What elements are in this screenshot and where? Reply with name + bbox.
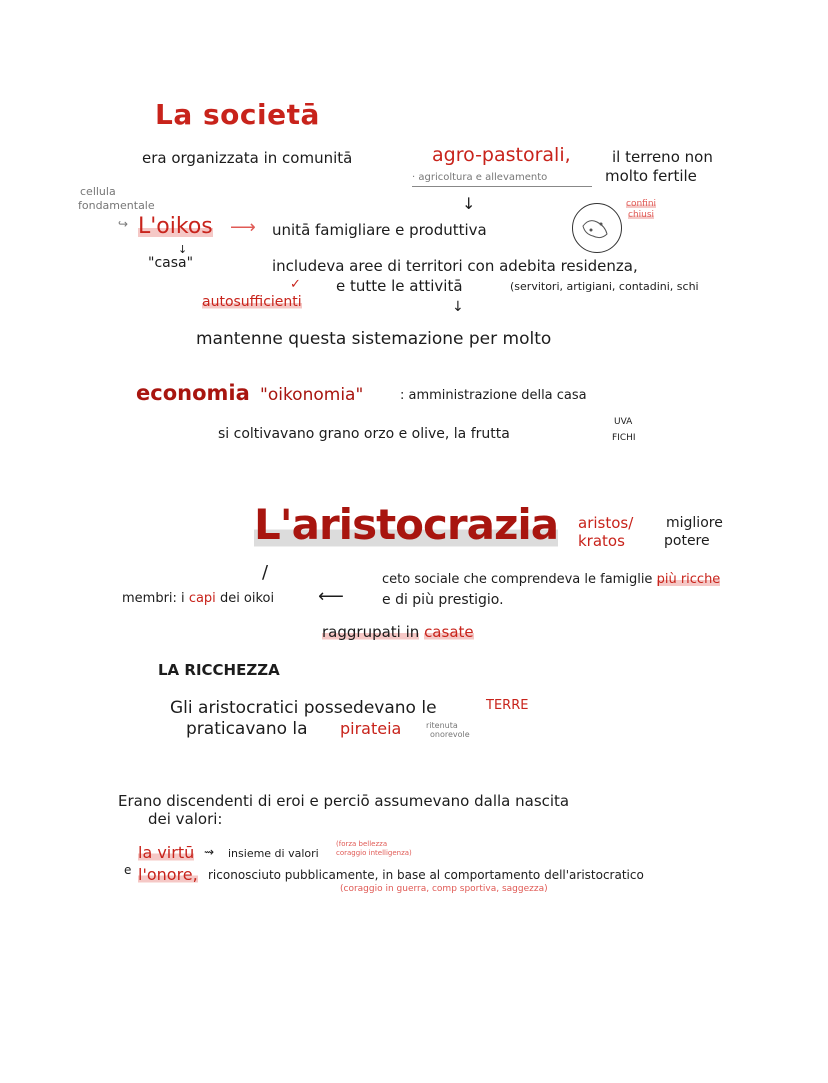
onore-label bbox=[138, 866, 198, 884]
autosufficienti-text: autosufficienti bbox=[202, 294, 302, 310]
terreno-non: il terreno non bbox=[612, 148, 713, 166]
onore-e: e bbox=[124, 863, 132, 877]
eroi-line1: Erano discendenti di eroi e perciō assumevano dalla nascita bbox=[118, 792, 570, 810]
chiusi-label bbox=[628, 211, 654, 221]
ricchezza-heading: LA RICCHEZZA bbox=[158, 661, 280, 679]
virtu-note2: coraggio intelligenza) bbox=[336, 849, 412, 857]
aristocrazia-title bbox=[254, 502, 558, 548]
unita-famigliare: unitā famigliare e produttiva bbox=[272, 221, 487, 239]
piu-ricche: più ricche bbox=[656, 572, 721, 587]
virtu-label bbox=[138, 844, 194, 862]
pirateria-label: pirateia bbox=[340, 719, 402, 738]
onore-text-line: riconosciuto pubblicamente, in base al comportamento dell'aristocratico bbox=[208, 868, 644, 882]
onore-text: l'onore, bbox=[138, 865, 198, 884]
onore-note: (coraggio in guerra, comp sportiva, saggezza) bbox=[340, 884, 548, 894]
confini-label bbox=[626, 200, 656, 210]
agro-pastorali: agro-pastorali, bbox=[432, 144, 571, 166]
right-arrow-icon: ⟶ bbox=[230, 217, 256, 238]
includeva-line2: e tutte le attivitā bbox=[336, 277, 463, 295]
ritenuta-label: ritenuta bbox=[426, 721, 458, 730]
oikos-label bbox=[138, 215, 213, 239]
includeva-line1: includeva aree di territori con adebita residenza, bbox=[272, 257, 638, 275]
map-circle-icon bbox=[572, 203, 622, 253]
raggruppati-prefix: raggrupati in bbox=[322, 623, 420, 641]
down-arrow-1: ↓ bbox=[462, 194, 476, 213]
oikos-text: L'oikos bbox=[138, 214, 213, 239]
slash-mark: / bbox=[262, 562, 269, 583]
chiusi-text: chiusi bbox=[628, 210, 655, 220]
terre-label: TERRE bbox=[486, 698, 529, 713]
aristos-label: aristos/ bbox=[578, 514, 634, 532]
virtu-note1: (forza bellezza bbox=[336, 840, 388, 848]
mantenne-line: mantenne questa sistemazione per molto bbox=[196, 329, 552, 349]
molto-fertile: molto fertile bbox=[605, 167, 697, 185]
ceto-prefix: ceto sociale che comprendeva le famiglie bbox=[382, 572, 653, 587]
line-organizzata: era organizzata in comunitā bbox=[142, 149, 353, 167]
casate-label: casate bbox=[424, 623, 474, 641]
uva-label: UVA bbox=[614, 417, 633, 427]
ceto-line1 bbox=[382, 573, 720, 587]
raggruppati-line bbox=[322, 624, 474, 641]
squiggle-arrow-icon: ⇝ bbox=[204, 845, 215, 859]
potere-label: potere bbox=[664, 533, 710, 549]
insieme-valori: insieme di valori bbox=[228, 847, 319, 860]
fichi-label: FICHI bbox=[612, 433, 636, 443]
praticavano-line: praticavano la bbox=[186, 719, 308, 739]
possedevano-line: Gli aristocratici possedevano le bbox=[170, 698, 437, 718]
agricoltura-note: · agricoltura e allevamento bbox=[412, 172, 548, 183]
membri-suffix: dei oikoi bbox=[219, 591, 275, 606]
kratos-label: kratos bbox=[578, 532, 625, 550]
economia-label: economia bbox=[136, 381, 250, 405]
economia-def: : amministrazione della casa bbox=[400, 388, 587, 403]
capi-label: capi bbox=[188, 591, 216, 606]
map-doodle-icon bbox=[573, 204, 621, 252]
oikonomia-quote: "oikonomia" bbox=[260, 385, 364, 405]
virtu-text: la virtū bbox=[138, 843, 195, 862]
servitori-detail: (servitori, artigiani, contadini, schi bbox=[510, 280, 699, 293]
membri-line bbox=[122, 592, 274, 606]
autosufficienti bbox=[202, 295, 302, 310]
cellula-label: cellula bbox=[80, 185, 116, 198]
membri-prefix: membri: i bbox=[122, 591, 185, 606]
fondamentale-label: fondamentale bbox=[78, 199, 155, 212]
migliore-label: migliore bbox=[666, 515, 723, 531]
aristocrazia-text: L'aristocrazia bbox=[254, 500, 559, 549]
confini-text: confini bbox=[626, 199, 657, 209]
down-arrow-casa: ↓ bbox=[178, 243, 188, 256]
onorevole-label: onorevole bbox=[430, 730, 470, 739]
eroi-line2: dei valori: bbox=[148, 810, 223, 828]
ceto-line2: e di più prestigio. bbox=[382, 592, 504, 608]
agricoltura-underline bbox=[412, 186, 592, 187]
casa-label: "casa" bbox=[148, 255, 194, 271]
down-arrow-2: ↓ bbox=[452, 299, 464, 315]
page-title: La societā bbox=[155, 98, 320, 131]
left-arrow-icon: ⟵ bbox=[318, 586, 344, 607]
coltivavano-line: si coltivavano grano orzo e olive, la frutta bbox=[218, 426, 510, 442]
curved-arrow-icon: ↪ bbox=[118, 217, 129, 231]
check-mark-icon: ✓ bbox=[290, 277, 301, 292]
